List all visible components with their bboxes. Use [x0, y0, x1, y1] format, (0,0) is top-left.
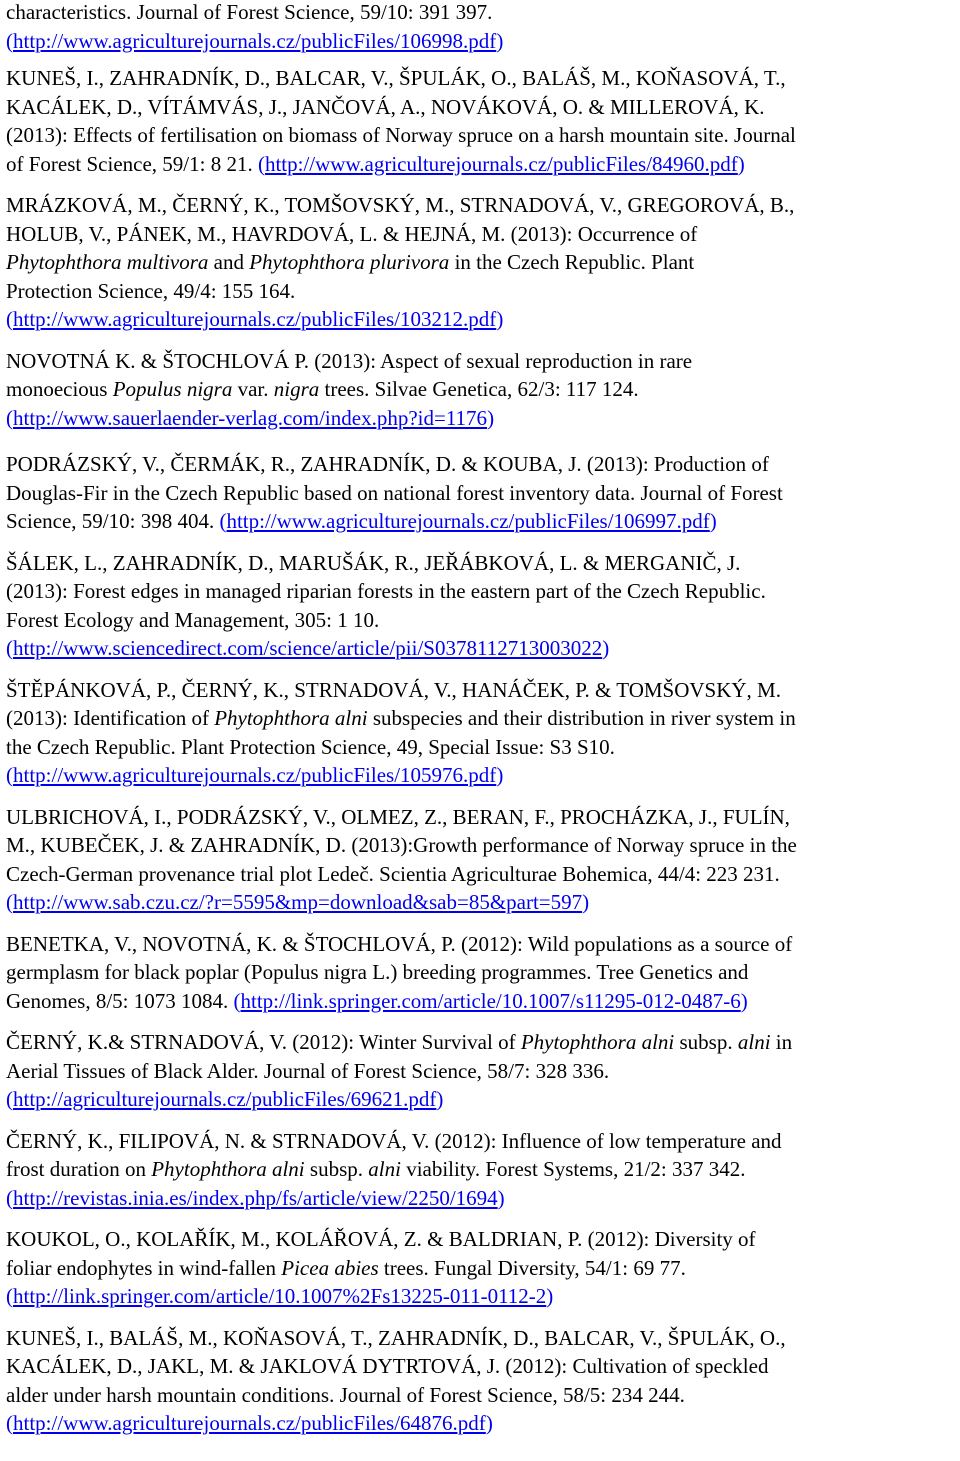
- reference-text: KACÁLEK, D., VÍTÁMVÁS, J., JANČOVÁ, A., NOVÁKOVÁ, O. & MILLEROVÁ, K.: [6, 94, 765, 119]
- reference-line: [6, 375, 960, 404]
- reference-line: [6, 404, 960, 433]
- reference-line: [6, 1085, 960, 1114]
- species-name: Phytophthora plurivora: [249, 250, 450, 274]
- reference-text: (2013): Forest edges in managed riparian forests in the eastern part of the Czech Republic.: [6, 579, 766, 603]
- reference-text: ŠÁLEK, L., ZAHRADNÍK, D., MARUŠÁK, R., JEŘÁBKOVÁ, L. & MERGANIČ, J.: [6, 550, 741, 575]
- reference-text: trees. Fungal Diversity, 54/1: 69 77.: [378, 1255, 686, 1280]
- reference-line: [6, 93, 960, 122]
- species-name: alni: [368, 1157, 401, 1181]
- reference-line: [6, 248, 960, 277]
- reference-line: [6, 0, 960, 27]
- reference-entry: [6, 930, 960, 1016]
- reference-line: [6, 1352, 960, 1381]
- reference-text: M., KUBEČEK, J. & ZAHRADNÍK, D. (2013):Growth performance of Norway spruce in the: [6, 833, 797, 857]
- reference-text: MRÁZKOVÁ, M., ČERNÝ, K., TOMŠOVSKÝ, M., STRNADOVÁ, V., GREGOROVÁ, B.,: [6, 193, 795, 217]
- reference-entry: [6, 676, 960, 790]
- reference-text: BENETKA, V., NOVOTNÁ, K. & ŠTOCHLOVÁ, P. (2012): Wild populations as a source of: [6, 931, 793, 956]
- reference-line: [6, 1028, 960, 1057]
- reference-line: [6, 347, 960, 376]
- reference-line: [6, 1282, 960, 1311]
- reference-entry: [6, 64, 960, 178]
- reference-line: [6, 676, 960, 705]
- reference-line: [6, 507, 960, 536]
- reference-entry: [6, 803, 960, 917]
- url-parenthesis: ): [602, 636, 610, 660]
- reference-line: [6, 1155, 960, 1184]
- reference-text: ČERNÝ, K., FILIPOVÁ, N. & STRNADOVÁ, V. (2012): Influence of low temperature and: [6, 1128, 782, 1153]
- reference-text: KUNEŠ, I., BALÁŠ, M., KOŇASOVÁ, T., ZAHRADNÍK, D., BALCAR, V., ŠPULÁK, O.,: [6, 1325, 786, 1350]
- url-parenthesis: (: [233, 988, 241, 1013]
- reference-url-link[interactable]: http://www.agriculturejournals.cz/publicFiles/105976.pdf: [13, 763, 497, 787]
- url-parenthesis: ): [709, 509, 717, 533]
- reference-line: [6, 803, 960, 832]
- reference-text: (2013): Effects of fertilisation on biomass of Norway spruce on a harsh mountain site. Journal: [6, 123, 796, 147]
- url-parenthesis: ): [546, 1284, 554, 1308]
- url-parenthesis: ): [737, 151, 745, 176]
- reference-text: alder under harsh mountain conditions. Journal of Forest Science, 58/5: 234 244.: [6, 1382, 685, 1407]
- species-name: Phytophthora alni: [214, 706, 368, 730]
- reference-line: [6, 191, 960, 220]
- url-parenthesis: (: [257, 151, 265, 176]
- reference-url-link[interactable]: http://www.sciencedirect.com/science/article/pii/S0378112713003022: [13, 636, 603, 660]
- reference-url-link[interactable]: http://revistas.inia.es/index.php/fs/article/view/2250/1694: [13, 1185, 498, 1210]
- reference-line: [6, 761, 960, 790]
- reference-text: in: [770, 1030, 793, 1054]
- url-parenthesis: (: [6, 763, 13, 787]
- reference-entry: [6, 1028, 960, 1114]
- reference-line: [6, 987, 960, 1016]
- reference-line: [6, 831, 960, 860]
- url-parenthesis: ): [496, 763, 504, 787]
- reference-line: [6, 1381, 960, 1410]
- reference-text: monoecious: [6, 377, 113, 401]
- reference-text: of Forest Science, 59/1: 8 21.: [6, 151, 258, 176]
- reference-entry: [6, 0, 960, 55]
- reference-text: ŠTĚPÁNKOVÁ, P., ČERNÝ, K., STRNADOVÁ, V., HANÁČEK, P. & TOMŠOVSKÝ, M.: [6, 677, 781, 702]
- reference-url-link[interactable]: http://www.agriculturejournals.cz/publicFiles/84960.pdf: [264, 151, 738, 176]
- reference-line: [6, 64, 960, 93]
- url-parenthesis: (: [6, 307, 13, 331]
- reference-text: viability. Forest Systems, 21/2: 337 342.: [400, 1157, 746, 1181]
- url-parenthesis: ): [485, 1411, 493, 1435]
- reference-text: subspecies and their distribution in river system in: [367, 706, 796, 730]
- reference-text: germplasm for black poplar (Populus nigra L.) breeding programmes. Tree Genetics and: [6, 960, 749, 984]
- url-parenthesis: (: [6, 890, 13, 914]
- reference-url-link[interactable]: http://www.agriculturejournals.cz/publicFiles/103212.pdf: [13, 307, 497, 331]
- reference-text: Genomes, 8/5: 1073 1084.: [6, 988, 234, 1013]
- reference-entry: [6, 1324, 960, 1438]
- species-name: Populus nigra: [112, 377, 233, 401]
- reference-text: PODRÁZSKÝ, V., ČERMÁK, R., ZAHRADNÍK, D. & KOUBA, J. (2013): Production of: [6, 452, 769, 476]
- reference-text: trees. Silvae Genetica, 62/3: 117 124.: [319, 377, 639, 401]
- reference-line: [6, 305, 960, 334]
- reference-line: [6, 1409, 960, 1438]
- reference-text: KACÁLEK, D., JAKL, M. & JAKLOVÁ DYTRTOVÁ, J. (2012): Cultivation of speckled: [6, 1354, 769, 1378]
- reference-text: (2013): Identification of: [6, 706, 215, 730]
- url-parenthesis: (: [6, 1185, 13, 1210]
- reference-text: Science, 59/10: 398 404.: [6, 509, 220, 533]
- reference-text: ČERNÝ, K.& STRNADOVÁ, V. (2012): Winter Survival of: [6, 1030, 521, 1054]
- reference-line: [6, 930, 960, 959]
- url-parenthesis: (: [6, 1284, 13, 1308]
- species-name: Phytophthora multivora: [6, 250, 209, 274]
- reference-text: KUNEŠ, I., ZAHRADNÍK, D., BALCAR, V., ŠPULÁK, O., BALÁŠ, M., KOŇASOVÁ, T.,: [6, 66, 786, 90]
- reference-line: [6, 1254, 960, 1283]
- reference-line: [6, 1127, 960, 1156]
- reference-entry: [6, 1127, 960, 1213]
- reference-line: [6, 549, 960, 578]
- url-parenthesis: ): [497, 1185, 505, 1210]
- url-parenthesis: ): [487, 405, 495, 430]
- reference-text: foliar endophytes in wind-fallen: [6, 1255, 282, 1280]
- reference-text: in the Czech Republic. Plant: [449, 250, 695, 274]
- reference-line: [6, 958, 960, 987]
- species-name: alni: [737, 1030, 771, 1054]
- reference-text: subsp.: [674, 1030, 738, 1054]
- reference-text: ULBRICHOVÁ, I., PODRÁZSKÝ, V., OLMEZ, Z., BERAN, F., PROCHÁZKA, J., FULÍN,: [6, 804, 790, 829]
- url-parenthesis: (: [219, 509, 227, 533]
- url-parenthesis: (: [6, 405, 13, 430]
- reference-line: [6, 860, 960, 889]
- reference-line: [6, 479, 960, 508]
- reference-entry: [6, 191, 960, 334]
- reference-entry: [6, 549, 960, 663]
- reference-line: [6, 220, 960, 249]
- reference-text: var.: [232, 377, 274, 401]
- reference-text: and: [208, 250, 250, 274]
- reference-line: [6, 1184, 960, 1213]
- species-name: Phytophthora alni: [151, 1157, 305, 1181]
- reference-entry: [6, 1225, 960, 1311]
- reference-text: characteristics. Journal of Forest Science, 59/10: 391 397.: [6, 0, 493, 24]
- reference-line: [6, 888, 960, 917]
- url-parenthesis: ): [496, 28, 504, 53]
- reference-line: [6, 704, 960, 733]
- reference-line: [6, 606, 960, 635]
- url-parenthesis: ): [582, 890, 590, 914]
- reference-text: Czech-German provenance trial plot Ledeč. Scientia Agriculturae Bohemica, 44/4: 223 231.: [6, 861, 780, 886]
- reference-text: frost duration on: [6, 1157, 152, 1181]
- reference-text: the Czech Republic. Plant Protection Science, 49, Special Issue: S3 S10.: [6, 734, 615, 759]
- reference-text: NOVOTNÁ K. & ŠTOCHLOVÁ P. (2013): Aspect of sexual reproduction in rare: [6, 348, 693, 373]
- reference-url-link[interactable]: http://www.agriculturejournals.cz/publicFiles/106998.pdf: [13, 28, 497, 53]
- url-parenthesis: (: [6, 636, 13, 660]
- reference-entry: [6, 347, 960, 433]
- species-name: nigra: [273, 377, 320, 401]
- reference-line: [6, 634, 960, 663]
- reference-entry: [6, 450, 960, 536]
- species-name: Picea abies: [281, 1255, 379, 1280]
- reference-text: Douglas-Fir in the Czech Republic based on national forest inventory data. Journal of Forest: [6, 480, 783, 505]
- url-parenthesis: ): [740, 988, 748, 1013]
- reference-text: subsp.: [304, 1157, 369, 1181]
- species-name: Phytophthora alni: [520, 1030, 675, 1054]
- reference-line: [6, 733, 960, 762]
- reference-line: [6, 150, 960, 179]
- reference-text: Aerial Tissues of Black Alder. Journal of Forest Science, 58/7: 328 336.: [6, 1058, 610, 1083]
- url-parenthesis: (: [6, 28, 13, 53]
- reference-url-link[interactable]: http://www.agriculturejournals.cz/publicFiles/106997.pdf: [226, 509, 710, 533]
- reference-line: [6, 1057, 960, 1086]
- reference-line: [6, 27, 960, 56]
- url-parenthesis: ): [496, 307, 504, 331]
- reference-url-link[interactable]: http://link.springer.com/article/10.1007%2Fs13225-011-0112-2: [13, 1284, 547, 1308]
- reference-url-link[interactable]: http://www.agriculturejournals.cz/publicFiles/64876.pdf: [13, 1411, 486, 1435]
- reference-text: KOUKOL, O., KOLAŘÍK, M., KOLÁŘOVÁ, Z. & BALDRIAN, P. (2012): Diversity of: [6, 1227, 756, 1251]
- reference-line: [6, 577, 960, 606]
- reference-text: Forest Ecology and Management, 305: 1 10.: [6, 607, 380, 632]
- url-parenthesis: (: [6, 1087, 13, 1111]
- reference-line: [6, 1324, 960, 1353]
- reference-line: [6, 1225, 960, 1254]
- reference-url-link[interactable]: http://www.sab.czu.cz/?r=5595&mp=download&sab=85&part=597: [13, 890, 583, 914]
- reference-text: HOLUB, V., PÁNEK, M., HAVRDOVÁ, L. & HEJNÁ, M. (2013): Occurrence of: [6, 221, 698, 246]
- reference-url-link[interactable]: http://www.sauerlaender-verlag.com/index.php?id=1176: [13, 405, 488, 430]
- reference-text: Protection Science, 49/4: 155 164.: [6, 278, 296, 303]
- reference-line: [6, 121, 960, 150]
- url-parenthesis: ): [436, 1087, 444, 1111]
- reference-url-link[interactable]: http://agriculturejournals.cz/publicFiles/69621.pdf: [13, 1087, 437, 1111]
- url-parenthesis: (: [6, 1411, 13, 1435]
- reference-line: [6, 450, 960, 479]
- reference-url-link[interactable]: http://link.springer.com/article/10.1007/s11295-012-0487-6: [240, 988, 741, 1013]
- reference-line: [6, 277, 960, 306]
